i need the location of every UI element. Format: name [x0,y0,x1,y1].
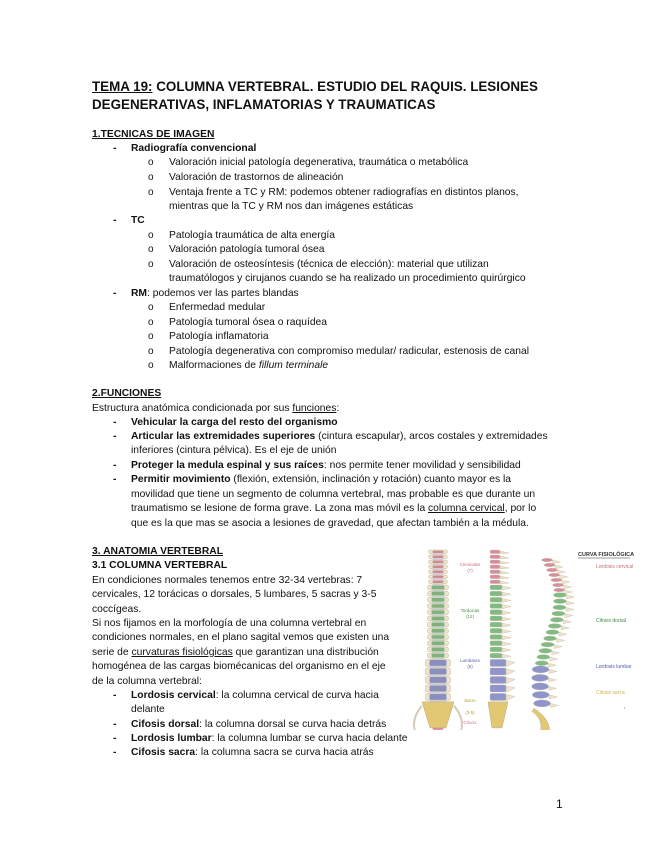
vertebra-curve [549,573,560,577]
circle-bullet: o [148,157,154,168]
curva-1-bold: Lordosis cervical [131,690,216,701]
curva-2-bold: Cifosis dorsal [131,719,200,730]
vertebra-body-front [430,694,447,700]
curva-2 [131,718,386,732]
circle-bullet: o [148,302,154,313]
process-curve [555,565,563,569]
vertebra-side [490,693,506,700]
vertebra-body-front [433,571,444,573]
process-curve [549,669,557,673]
page-title-line1 [92,78,538,96]
figure-title: CURVA FISIOLÓGICA [578,552,635,558]
vertebra-curve [537,655,550,660]
paragraph-line: de la columna vertebral: [92,676,202,687]
columna-cervical-link: columna cervical [428,503,505,514]
process-side [502,592,511,596]
process-curve [556,638,564,642]
dash-bullet: - [113,719,117,730]
process-curve [563,620,571,624]
vertebra-curve [532,691,549,698]
vertebra-body-front [430,686,447,692]
dash-bullet: - [113,143,117,154]
disc-front [432,633,445,634]
vertebra-body-front [433,556,444,558]
process-side [502,623,511,627]
process-side [500,576,509,579]
vertebra-side [490,676,506,683]
vertebra-body-front [432,592,445,596]
section-heading-tecnicas: 1.TECNICAS DE IMAGEN [92,129,215,140]
process-curve [565,614,573,618]
funcion-2-rest: (cintura escapular), arcos costales y extremidades [315,431,548,442]
vertebra-body-front [430,660,447,666]
list-item: Valoración inicial patología degenerativa, traumática o metabólica [169,157,469,168]
process-side [506,669,515,676]
vertebra-side [490,653,502,658]
curva-2-rest: : la columna dorsal se curva hacia detrás [199,719,387,730]
item-radiografia: Radiografía convencional [131,143,257,154]
vertebra-curve [553,605,566,610]
disc-front [432,627,445,628]
disc-front [432,615,445,616]
tema-label: TEMA 19: [92,79,153,94]
disc-front [432,646,445,647]
vertebra-side [490,585,502,590]
disc-front [432,596,445,597]
curva-4 [131,746,374,760]
process-side [502,611,511,615]
paragraph-line: En condiciones normales tenemos entre 32-34 vertebras: 7 [92,575,363,586]
vertebra-curve [542,558,553,562]
vertebra-side [490,550,500,554]
funcion-2-line2: inferiores (cintura pélvica). Es el eje de unión [131,445,337,456]
process-side [500,571,509,574]
process-curve [561,626,569,630]
line3-suffix: , por lo [504,503,537,514]
process-side [502,654,511,658]
list-item: Valoración de osteosíntesis (técnica de elección): material que utilizan [169,259,489,270]
funcion-4-rest: (flexión, extensión, inclinación y rotación) cuanto mayor es la [230,474,512,485]
vertebra-body-front [432,598,445,602]
circle-bullet: o [148,360,154,371]
process-curve [553,560,561,564]
vertebra-curve [551,578,562,582]
disc-front [430,692,447,693]
vertebra-body-front [433,566,444,568]
curva-1-line2: delante [131,704,165,715]
paragraph-line: homogénea de las cargas biomécanicas del organismo en el eje [92,661,386,672]
vertebra-body-front [433,581,444,583]
process-side [502,617,511,621]
fillum-terminale: fillum terminale [258,360,329,371]
vertebra-body-front [432,648,445,652]
list-item: Enfermedad medular [169,302,266,313]
process-side [502,636,511,640]
process-curve [562,580,570,584]
circle-bullet: o [148,331,154,342]
process-curve [554,645,562,649]
label-cifosis-sacra: Cifosis sacra [596,690,625,696]
process-side [500,556,509,559]
vertebra-body-front [433,551,444,553]
dash-bullet: - [113,460,117,471]
vertebra-body-front [433,576,444,578]
vertebra-curve [553,593,566,598]
list-item: Valoración de trastornos de alineación [169,172,344,183]
disc-front [433,579,444,580]
vertebra-body-front [432,623,445,627]
vertebra-side [490,560,500,564]
ilium-right [454,706,462,730]
spine-curve-view [532,558,575,730]
list-item: Patología degenerativa con compromiso medular/ radicular, estenosis de canal [169,346,530,357]
subheading-columna: 3.1 COLUMNA VERTEBRAL [92,560,228,571]
vertebra-curve [532,683,549,690]
vertebra-side [490,591,502,596]
process-curve [565,590,573,594]
vertebra-body-front [432,586,445,590]
spine-front-view [414,550,462,730]
dash-bullet: - [113,417,117,428]
vertebra-side [490,604,502,609]
disc-front [432,652,445,653]
vertebra-curve [541,642,554,647]
disc-front [432,602,445,603]
list-item: Patología traumática de alta energía [169,230,336,241]
circle-bullet: o [148,346,154,357]
label-cifosis-dorsal: Cifosis dorsal [596,618,627,624]
disc-front [430,667,447,668]
vertebra-side [490,622,502,627]
vertebra-body-front [432,654,445,658]
dash-bullet: - [113,690,117,701]
label-sacro-n: (3-5) [465,710,475,715]
circle-bullet: o [148,230,154,241]
label-lumbares: Lumbares [460,658,480,663]
circle-bullet: o [148,172,154,183]
item-rm [131,287,299,301]
disc-front [432,621,445,622]
section-heading-anatomia: 3. ANATOMIA VERTEBRAL [92,546,224,557]
funciones-intro [92,402,339,416]
curva-3 [131,732,407,746]
process-side [506,677,515,684]
process-side [506,686,515,693]
vertebra-curve [554,588,565,592]
vertebra-side [490,565,500,569]
vertebra-side [490,668,506,675]
curva-1-rest: : la columna cervical de curva hacia [215,690,379,701]
circle-bullet: o [148,244,154,255]
funcion-4 [131,473,511,487]
disc-front [433,564,444,565]
rm-label: RM [131,288,148,299]
intro-suffix: : [336,403,340,414]
process-side [502,605,511,609]
dash-bullet: - [113,431,117,442]
vertebra-side [490,635,502,640]
vertebra-side [490,555,500,559]
disc-front [430,675,447,676]
list-item: Valoración patología tumoral ósea [169,244,325,255]
process-curve [566,607,574,611]
circle-bullet: o [148,187,154,198]
process-curve [566,595,574,599]
label-sacro: Sacro [464,698,476,703]
disc-front [433,574,444,575]
line3-prefix: traumatismo se lesione de forma grave. La zona mas móvil es la [131,503,429,514]
process-side [500,566,509,569]
dash-bullet: - [113,215,117,226]
label-lumbares-n: (5) [467,664,473,669]
process-curve [564,585,572,589]
paragraph-line: cervicales, 12 torácicas o dorsales, 5 lumbares, 5 sacras y 3-5 [92,589,377,600]
process-curve [559,632,567,636]
vertebra-curve [553,599,566,604]
vertebra-curve [532,674,549,681]
vertebra-curve [548,624,561,629]
curva-3-bold: Lordosis lumbar [131,733,212,744]
paragraph-line: Si nos fijamos en la morfología de una columna vertebral en [92,618,367,629]
funciones-link: funciones [292,403,337,414]
disc-front [432,639,445,640]
curvaturas-link: curvaturas fisiológicas [131,647,233,658]
vertebra-curve [535,661,548,666]
ilium-left [414,706,422,730]
process-curve [566,601,574,605]
vertebra-side [490,610,502,615]
list-item-continued: traumatólogos y cirujanos cuando se ha realizado un procedimiento quirúrgico [169,273,526,284]
dash-bullet: - [113,747,117,758]
list-item: Patología tumoral ósea o raquídea [169,317,327,328]
label-toracicas-n: (12) [466,614,474,619]
vertebra-curve [539,648,552,653]
process-side [500,581,509,584]
vertebra-side [490,647,502,652]
spine-lateral-view [488,550,515,728]
vertebra-body-front [432,635,445,639]
vertebra-body-front [430,677,447,683]
label-lordosis-lumbar: Lordosis lumbar [596,664,632,670]
process-side [502,642,511,646]
disc-front [432,658,445,659]
vertebra-side [490,685,506,692]
process-curve [549,686,557,690]
process-curve [552,651,560,655]
dash-bullet: - [113,288,117,299]
vertebra-curve [550,617,563,622]
funcion-3-rest: : nos permite tener movilidad y sensibilidad [323,460,521,471]
vertebra-side [490,659,506,666]
vertebra-side [490,570,500,574]
vertebra-side [490,616,502,621]
figure-mark: , [624,704,626,710]
label-cervicales: Cervicales [459,562,481,567]
funcion-1: Vehicular la carga del resto del organismo [131,417,338,428]
vertebra-body-front [432,617,445,621]
coccyx-front [432,728,444,730]
disc-front [433,554,444,555]
disc-front [432,590,445,591]
disc-front [433,569,444,570]
vertebra-curve [553,583,564,587]
funcion-3-bold: Proteger la medula espinal y sus raíces [131,460,324,471]
label-cervicales-n: (7) [467,568,473,573]
section-heading-funciones: 2.FUNCIONES [92,388,162,399]
process-side [506,660,515,667]
curva-3-rest: : la columna lumbar se curva hacia delante [211,733,408,744]
vertebra-side [490,575,500,579]
process-curve [560,575,568,579]
list-item-continued: mientras que la TC y RM nos dan imágenes estáticas [169,201,414,212]
vertebra-side [490,580,500,584]
serie-suffix: que garantizan una distribución [232,647,379,658]
list-item: Patología inflamatoria [169,331,269,342]
funcion-4-bold: Permitir movimiento [131,474,231,485]
list-item: Ventaja frente a TC y RM: podemos obtener radiografías en distintos planos, [169,187,519,198]
sacrum-front [422,702,454,728]
vertebra-body-front [432,610,445,614]
disc-front [430,684,447,685]
vertebra-curve [533,700,550,707]
vertebra-body-front [432,604,445,608]
vertebra-body-front [433,561,444,563]
title-text-1: COLUMNA VERTEBRAL. ESTUDIO DEL RAQUIS. LESIONES [156,79,538,94]
dash-bullet: - [113,733,117,744]
dash-bullet: - [113,474,117,485]
vertebra-body-front [432,641,445,645]
malformaciones-prefix: Malformaciones de [169,360,259,371]
process-side [502,629,511,633]
disc-front [432,608,445,609]
label-lordosis-cervical: Lordosis cervical [596,564,634,570]
serie-prefix: serie de [92,647,132,658]
process-curve [549,678,557,682]
spine-illustration [410,544,646,730]
vertebra-curve [552,611,565,616]
label-toracicas: Torácicas [460,608,480,613]
circle-bullet: o [148,317,154,328]
funcion-3 [131,459,521,473]
list-item [169,359,328,373]
vertebra-curve [543,636,556,641]
curva-4-bold: Cifosis sacra [131,747,196,758]
sacrum-side [488,702,508,728]
process-curve [557,570,565,574]
paragraph-line: coccígeas. [92,604,142,615]
paragraph-line: condiciones normales, en el plano sagital vemos que existen una [92,632,390,643]
funcion-4-line4: que es la que mas se asocia a lesiones de gravedad, que afectan también a la médula. [131,518,529,529]
funcion-4-line3 [131,502,536,516]
funcion-4-line2: movilidad que tiene un segmento de columna vertebral, mas probable es que durante un [131,489,536,500]
process-side [502,586,511,590]
process-curve [549,695,557,699]
vertebra-curve [544,563,555,567]
vertebra-curve [532,666,549,673]
paragraph-line [92,646,379,660]
process-curve [548,663,556,667]
disc-front [433,584,444,585]
process-side [500,561,509,564]
intro-prefix: Estructura anatómica condicionada por sus [92,403,293,414]
vertebra-curve [546,568,557,572]
rm-rest: : podemos ver las partes blandas [147,288,299,299]
item-tc: TC [131,215,145,226]
vertebra-side [490,597,502,602]
process-side [502,598,511,602]
circle-bullet: o [148,259,154,270]
process-side [500,551,509,554]
page-title-line2: DEGENERATIVAS, INFLAMATORIAS Y TRAUMATICAS [92,97,436,112]
vertebra-body-front [432,629,445,633]
vertebra-body-front [430,669,447,675]
page-number: 1 [556,797,563,811]
curva-1 [131,689,379,703]
sacrum-curve [532,708,549,730]
funcion-2-bold: Articular las extremidades superiores [131,431,316,442]
process-side [506,694,515,701]
process-curve [550,657,558,661]
label-coccix: Cóccix [463,720,477,725]
curva-4-rest: : la columna sacra se curva hacia atrás [195,747,374,758]
vertebra-side [490,641,502,646]
funcion-2 [131,430,548,444]
vertebra-curve [546,630,559,635]
process-side [502,648,511,652]
vertebra-side [490,628,502,633]
disc-front [433,559,444,560]
disc-front [430,701,447,702]
process-curve [550,703,558,707]
